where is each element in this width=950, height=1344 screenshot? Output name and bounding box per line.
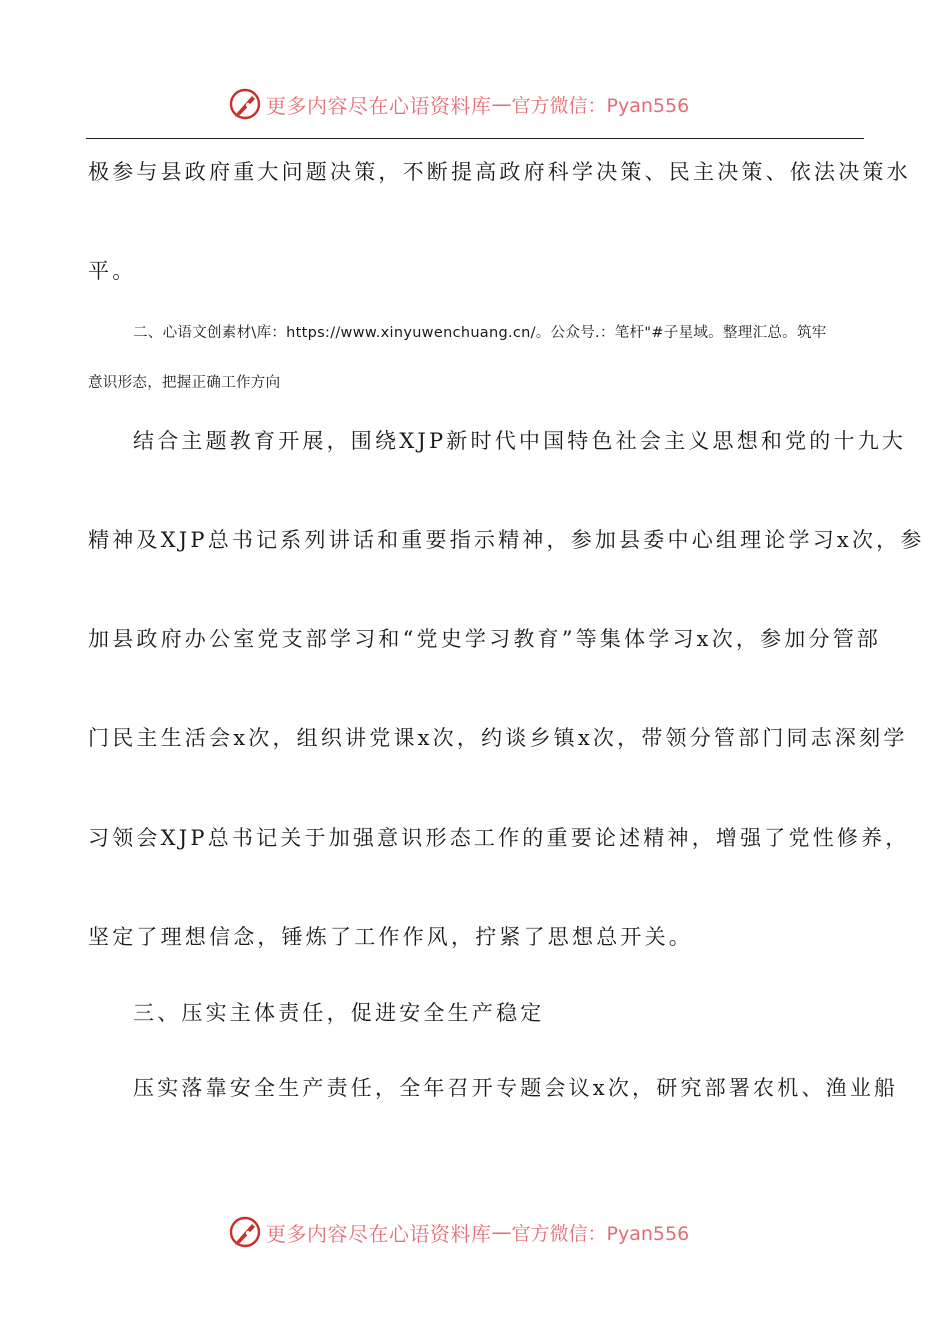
body-line-1: 极参与县政府重大问题决策，不断提高政府科学决策、民主决策、依法决策水 <box>88 160 911 184</box>
header-banner-content <box>228 84 689 124</box>
body-line-6: 精神及XJP总书记系列讲话和重要指示精神，参加县委中心组理论学习x次，参 <box>88 528 925 552</box>
body-line-10: 坚定了理想信念，锤炼了工作作风，拧紧了思想总开关。 <box>88 925 693 949</box>
footer-banner <box>0 1212 950 1252</box>
body-line-9: 习领会XJP总书记关于加强意识形态工作的重要论述精神，增强了党性修养， <box>88 826 910 850</box>
footer-banner-content <box>228 1212 689 1252</box>
body-line-5: 结合主题教育开展，围绕XJP新时代中国特色社会主义思想和党的十九大 <box>133 429 907 453</box>
pen-logo-icon <box>228 87 262 121</box>
body-line-7: 加县政府办公室党支部学习和“党史学习教育”等集体学习x次，参加分管部 <box>88 627 882 651</box>
body-line-2: 平。 <box>88 259 137 283</box>
body-line-12: 压实落靠安全生产责任，全年召开专题会议x次，研究部署农机、渔业船 <box>133 1076 899 1100</box>
body-line-8: 门民主生活会x次，组织讲党课x次，约谈乡镇x次，带领分管部门同志深刻学 <box>88 726 908 750</box>
header-divider <box>86 138 864 139</box>
header-banner <box>0 84 950 124</box>
header-wechat-text: 官方微信：Pyan556 <box>511 94 690 117</box>
body-line-3: 二、心语文创素材\库：https://www.xinyuwenchuang.cn/。公众号.：笔杆"#子星域。整理汇总。筑牢 <box>133 325 827 341</box>
footer-wechat-text: 官方微信：Pyan556 <box>511 1222 690 1245</box>
pen-logo-icon <box>228 1215 262 1249</box>
header-site-text: 更多内容尽在心语资料库 <box>266 93 492 118</box>
footer-separator: — <box>491 1220 512 1244</box>
header-separator: — <box>491 92 512 116</box>
body-line-4: 意识形态，把握正确工作方向 <box>88 375 281 391</box>
section-heading-3: 三、压实主体责任，促进安全生产稳定 <box>133 1001 545 1025</box>
footer-site-text: 更多内容尽在心语资料库 <box>266 1221 492 1246</box>
